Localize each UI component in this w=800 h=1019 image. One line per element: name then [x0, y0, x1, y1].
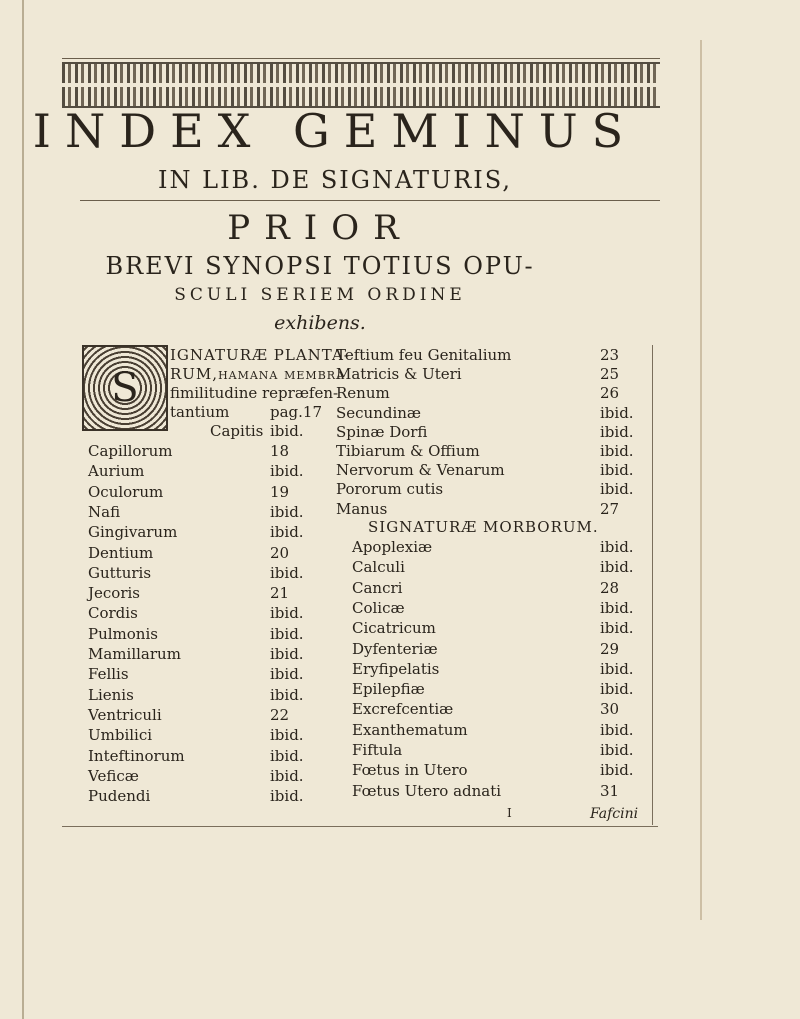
index-entry-page: 31: [600, 781, 620, 800]
index-entry-label: Nervorum & Venarum: [336, 461, 505, 480]
index-entry-label: Tibiarum & Offium: [336, 442, 480, 460]
index-entry-label: Renum: [336, 384, 390, 403]
ornament-band: [62, 62, 660, 108]
index-entry-page: 18: [270, 442, 290, 460]
index-entry-label: Teftium feu Genitalium: [336, 346, 512, 364]
index-entry-page: ibid.: [270, 523, 304, 542]
index-entry-page: 26: [600, 384, 620, 403]
index-entry-page: 29: [600, 639, 620, 658]
index-entry-page: ibid.: [600, 680, 634, 699]
index-entry-label: Ventriculi: [88, 705, 162, 724]
index-entry-label: Nafi: [88, 502, 121, 521]
index-entry-page: ibid.: [270, 746, 304, 765]
index-entry-page: ibid.: [270, 766, 304, 785]
index-entry-label: Excrefcentiæ: [352, 700, 454, 719]
index-entry-label: Jecoris: [88, 584, 140, 603]
index-entry-label: Secundinæ: [336, 403, 422, 422]
index-entry-page: 21: [270, 584, 290, 603]
index-entry-page: ibid.: [600, 741, 634, 759]
page-subtitle: IN LIB. DE SIGNATURIS,: [158, 166, 512, 194]
index-entry-label: Lienis: [88, 685, 134, 704]
index-entry-label: Gutturis: [88, 563, 152, 582]
index-entry-label: Cordis: [88, 604, 138, 623]
index-entry-label: Colicæ: [352, 598, 405, 617]
index-entry-label: Pudendi: [88, 787, 151, 806]
intro-line-5: Capitis: [210, 422, 264, 440]
index-entry-page: ibid.: [600, 403, 634, 422]
intro-line-4: tantium: [170, 403, 230, 421]
title-divider: [80, 200, 660, 201]
index-entry-label: Eryfipelatis: [352, 659, 440, 678]
index-entry-page: 25: [600, 365, 620, 384]
intro-line-2: RUM,hamana membra: [170, 365, 346, 383]
seriem-line: SCULI SERIEM ORDINE: [174, 285, 466, 305]
index-entry-label: Dentium: [88, 543, 154, 562]
exhibens-line: exhibens.: [274, 312, 366, 334]
index-entry-page: ibid.: [270, 462, 304, 481]
index-entry-label: Fiftula: [352, 741, 403, 759]
index-entry-page: ibid.: [270, 787, 304, 806]
page-edge-right: [700, 40, 702, 920]
index-entry-page: ibid.: [600, 558, 634, 577]
signature-mark: I: [507, 806, 512, 820]
index-entry-label: Gingivarum: [88, 523, 178, 542]
intro-line-3: fimilitudine repræfen-: [170, 384, 339, 402]
index-entry-label: Cancri: [352, 578, 403, 597]
index-entry-label: Fellis: [88, 665, 129, 684]
index-entry-page: ibid.: [270, 645, 304, 663]
bottom-rule: [62, 826, 658, 827]
index-entry-label: Epilepfiæ: [352, 680, 425, 699]
index-entry-page: 22: [270, 705, 290, 724]
index-entry-page: 20: [270, 543, 290, 562]
synopsis-line: BREVI SYNOPSI TOTIUS OPU-: [105, 252, 535, 280]
index-entry-page: ibid.: [600, 619, 634, 638]
index-entry-label: Manus: [336, 499, 388, 518]
index-entry-page: ibid.: [600, 598, 634, 617]
index-entry-label: Dyfenteriæ: [352, 639, 438, 658]
index-entry-label: Calculi: [352, 558, 405, 577]
index-entry-page: ibid.: [270, 726, 304, 745]
index-entry-page: ibid.: [600, 659, 634, 678]
index-entry-page: 23: [600, 346, 620, 364]
index-entry-page: ibid.: [270, 502, 304, 521]
initial-letter: S: [111, 365, 139, 411]
index-entry-page: ibid.: [600, 422, 634, 441]
index-entry-label: Oculorum: [88, 482, 164, 501]
index-entry-page: ibid.: [600, 538, 634, 556]
index-entry-page: ibid.: [600, 461, 634, 480]
index-entry-page: ibid.: [600, 480, 634, 499]
index-entry-page: 28: [600, 578, 620, 597]
index-entry-label: Fœtus in Utero: [352, 761, 468, 780]
column-rule: [652, 345, 653, 825]
catchword: Fafcini: [590, 806, 639, 822]
intro-line-5-page: ibid.: [270, 422, 304, 440]
index-entry-page: 30: [600, 700, 620, 719]
index-entry-label: Mamillarum: [88, 645, 181, 663]
index-entry-label: Umbilici: [88, 726, 153, 745]
page-title: INDEX GEMINUS: [32, 104, 638, 158]
index-entry-label: Pororum cutis: [336, 480, 444, 499]
index-entry-label: Exanthematum: [352, 720, 468, 739]
index-entry-label: Matricis & Uteri: [336, 365, 462, 384]
index-entry-page: ibid.: [600, 442, 634, 460]
intro-line-1: IGNATURÆ PLANTA-: [170, 346, 350, 364]
intro-line-4-page: pag.17: [270, 403, 323, 421]
index-entry-label: Apoplexiæ: [352, 538, 433, 556]
index-entry-page: 19: [270, 482, 290, 501]
index-entry-page: ibid.: [600, 720, 634, 739]
index-entry-page: 27: [600, 499, 620, 518]
decorated-initial: [82, 345, 168, 431]
index-entry-page: ibid.: [270, 624, 304, 643]
index-entry-label: Capillorum: [88, 442, 173, 460]
top-rule: [62, 58, 660, 59]
index-entry-page: ibid.: [600, 761, 634, 780]
index-entry-page: ibid.: [270, 604, 304, 623]
index-entry-label: Cicatricum: [352, 619, 436, 638]
index-entry-page: ibid.: [270, 665, 304, 684]
index-entry-label: Spinæ Dorfi: [336, 422, 428, 441]
index-entry-page: ibid.: [270, 563, 304, 582]
prior-heading: PRIOR: [227, 208, 413, 248]
index-entry-label: Veficæ: [88, 766, 139, 785]
index-entry-label: Aurium: [88, 462, 145, 481]
index-entry-label: Pulmonis: [88, 624, 158, 643]
index-entry-label: Inteftinorum: [88, 746, 185, 765]
index-entry-label: Fœtus Utero adnati: [352, 781, 502, 800]
index-entry-page: ibid.: [270, 685, 304, 704]
morborum-heading: SIGNATURÆ MORBORUM.: [368, 518, 599, 536]
